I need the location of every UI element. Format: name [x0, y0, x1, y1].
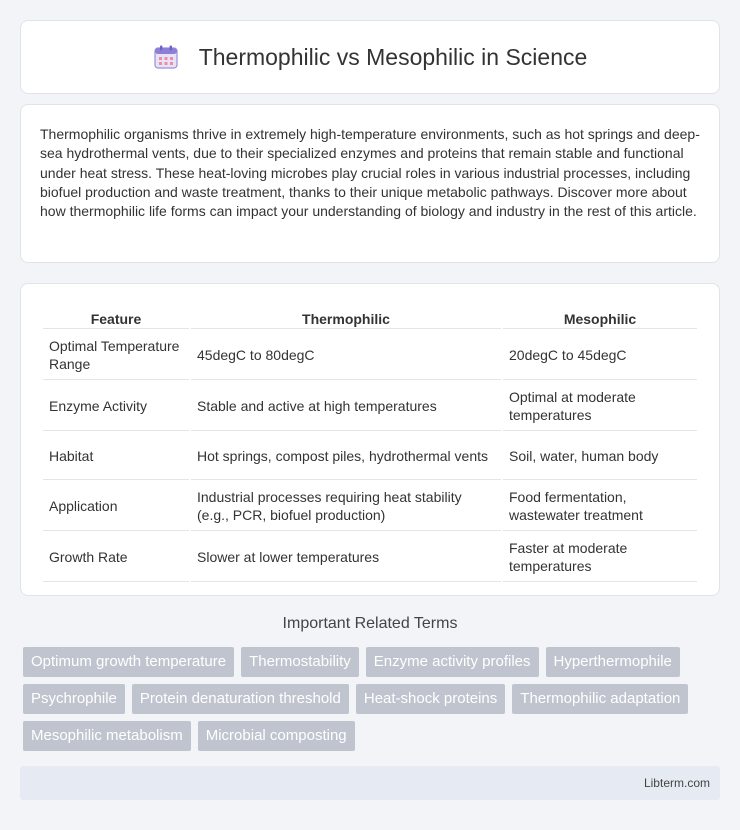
tag-heat-shock-proteins[interactable]: Heat-shock proteins	[356, 684, 505, 714]
table-header-row	[43, 305, 697, 329]
table-cell: Optimal at moderate temperatures	[503, 382, 697, 431]
table-cell: Slower at lower temperatures	[191, 533, 501, 582]
table-cell: Faster at moderate temperatures	[503, 533, 697, 582]
tag-mesophilic-metabolism[interactable]: Mesophilic metabolism	[23, 721, 191, 751]
tag-microbial-composting[interactable]: Microbial composting	[198, 721, 355, 751]
related-terms-title: Important Related Terms	[282, 615, 458, 632]
table-cell: Habitat	[43, 433, 189, 480]
table-cell: Enzyme Activity	[43, 382, 189, 431]
table-row	[43, 331, 697, 380]
tag-enzyme-activity-profiles[interactable]: Enzyme activity profiles	[366, 647, 539, 677]
calendar-icon	[153, 44, 179, 70]
table-cell: Application	[43, 482, 189, 531]
table-cell: 45degC to 80degC	[191, 331, 501, 380]
footer	[20, 766, 720, 800]
table-row	[43, 482, 697, 531]
intro-text: Thermophilic organisms thrive in extremely high-temperature environments, such as hot springs and deep-sea hydrothermal vents, due to their specialized enzymes and proteins that remain stable and functional under heat stress. These heat-loving microbes play crucial roles in various industrial processes, including biofuel production and waste treatment, thanks to their unique metabolic pathways. Discover more about how thermophilic life forms can impact your understanding of biology and industry in the rest of this article.	[40, 126, 700, 220]
intro-card	[20, 104, 720, 263]
table-cell: Soil, water, human body	[503, 433, 697, 480]
header-card	[20, 20, 720, 94]
table-cell: 20degC to 45degC	[503, 331, 697, 380]
tag-thermophilic-adaptation[interactable]: Thermophilic adaptation	[512, 684, 688, 714]
related-terms-section	[20, 615, 720, 633]
tag-optimum-growth-temperature[interactable]: Optimum growth temperature	[23, 647, 234, 677]
tag-psychrophile[interactable]: Psychrophile	[23, 684, 125, 714]
table-row	[43, 533, 697, 582]
table-row	[43, 433, 697, 480]
footer-site-link[interactable]: Libterm.com	[643, 776, 710, 790]
table-cell: Industrial processes requiring heat stability (e.g., PCR, biofuel production)	[191, 482, 501, 531]
table-row	[43, 382, 697, 431]
table-header-feature: Feature	[43, 305, 189, 329]
table-cell: Growth Rate	[43, 533, 189, 582]
tag-hyperthermophile[interactable]: Hyperthermophile	[546, 647, 680, 677]
tag-protein-denaturation-threshold[interactable]: Protein denaturation threshold	[132, 684, 349, 714]
related-terms-tags	[23, 647, 703, 751]
table-cell: Stable and active at high temperatures	[191, 382, 501, 431]
comparison-table-card	[20, 283, 720, 596]
table-cell: Hot springs, compost piles, hydrothermal vents	[191, 433, 501, 480]
tag-thermostability[interactable]: Thermostability	[241, 647, 359, 677]
page-title: Thermophilic vs Mesophilic in Science	[198, 43, 588, 70]
table-header-mesophilic: Mesophilic	[503, 305, 697, 329]
table-header-thermophilic: Thermophilic	[191, 305, 501, 329]
comparison-table	[41, 303, 699, 584]
table-cell: Food fermentation, wastewater treatment	[503, 482, 697, 531]
table-cell: Optimal Temperature Range	[43, 331, 189, 380]
